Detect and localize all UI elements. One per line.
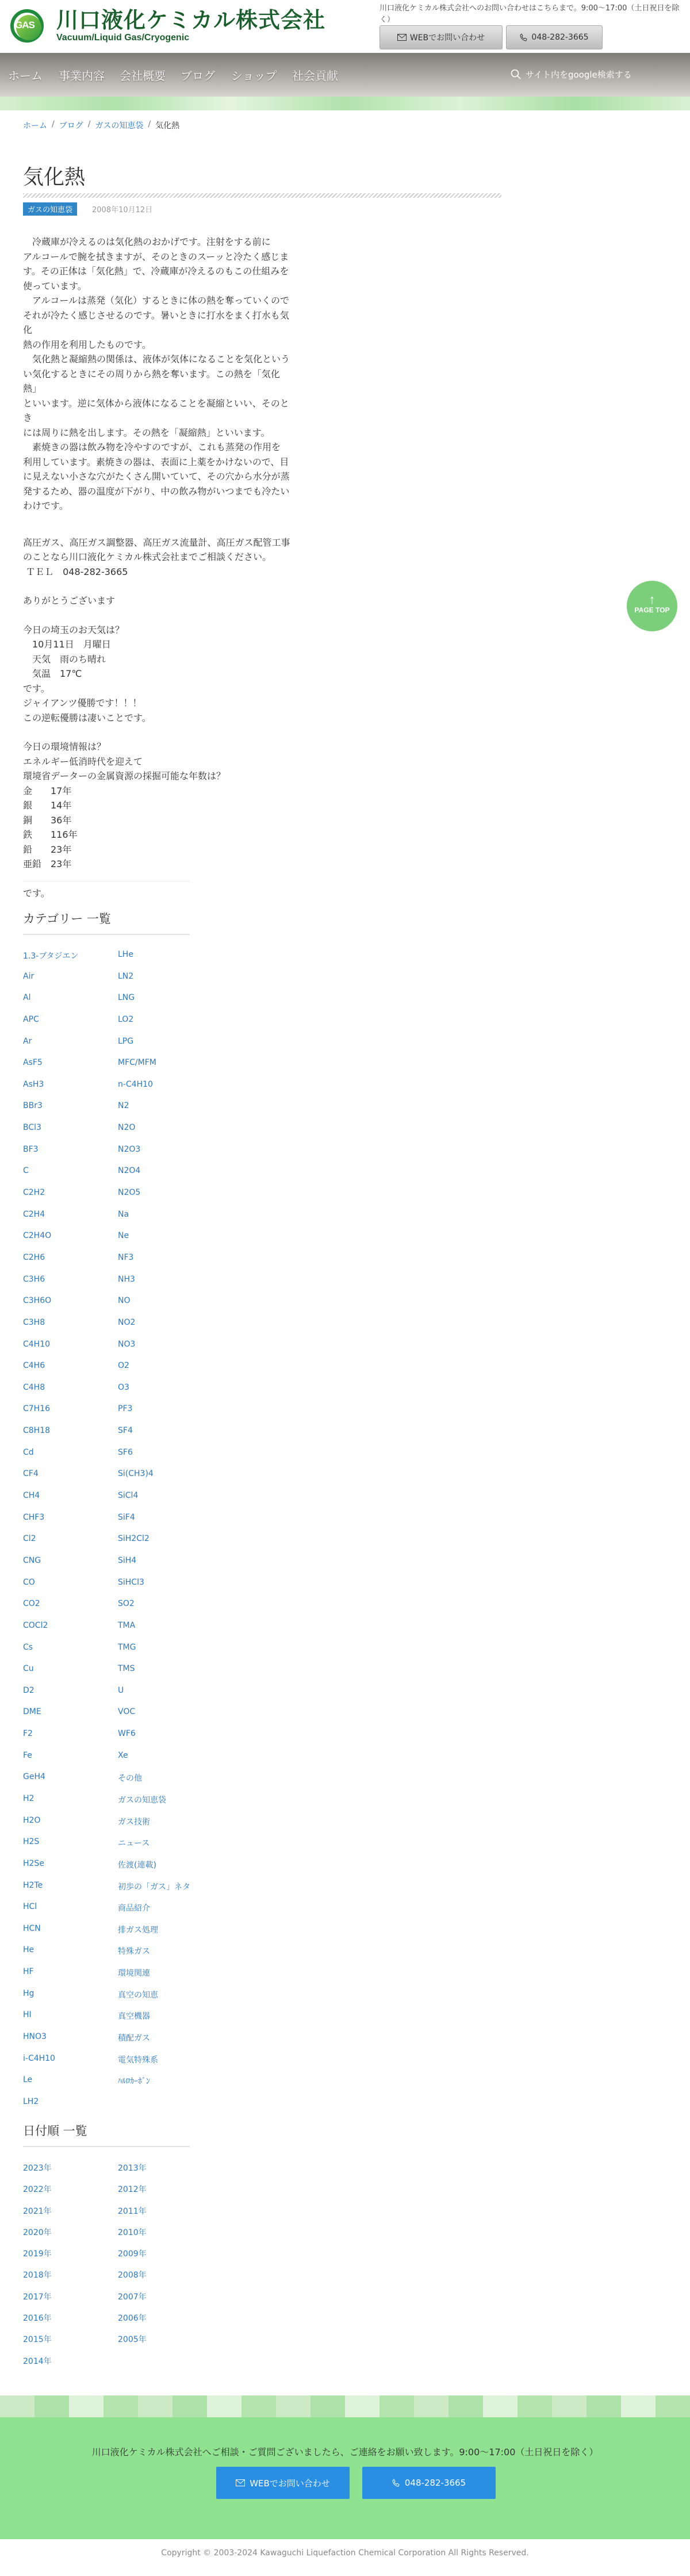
category-link[interactable]: ガスの知恵袋 (118, 1795, 166, 1805)
category-link[interactable]: APC (23, 1014, 39, 1024)
category-link[interactable]: CNG (23, 1555, 41, 1565)
nav-item-shop[interactable]: ショップ (231, 69, 277, 83)
category-link[interactable]: i-C4H10 (23, 2053, 55, 2063)
nav-item-home[interactable]: ホーム (8, 69, 43, 83)
mail-icon (236, 2479, 245, 2486)
category-link[interactable]: PF3 (118, 1404, 133, 1414)
category-link[interactable]: N2 (118, 1101, 129, 1111)
category-link[interactable]: D2 (23, 1685, 34, 1695)
category-link[interactable]: BCl3 (23, 1123, 41, 1133)
category-link[interactable]: AsF5 (23, 1058, 43, 1068)
category-link[interactable]: H2Se (23, 1858, 44, 1868)
category-link[interactable]: C2H6 (23, 1252, 45, 1262)
archive-year-link[interactable]: 2022年 (23, 2185, 52, 2195)
category-link[interactable]: Ne (118, 1231, 129, 1241)
category-link[interactable]: SiH2Cl2 (118, 1534, 150, 1544)
category-link[interactable]: TMS (118, 1664, 135, 1674)
category-link[interactable]: CH4 (23, 1491, 40, 1501)
breadcrumb-category[interactable]: ガスの知恵袋 (95, 121, 144, 131)
category-link[interactable]: BBr3 (23, 1101, 43, 1111)
category-link[interactable]: C2H2 (23, 1188, 45, 1198)
category-link[interactable]: N2O (118, 1123, 136, 1133)
search-icon (511, 69, 521, 79)
category-link[interactable]: N2O3 (118, 1144, 141, 1154)
category-link[interactable]: SiH4 (118, 1555, 137, 1565)
site-header (0, 0, 690, 53)
category-link[interactable]: 電気特殊系 (118, 2055, 158, 2065)
archive-year-link[interactable]: 2006年 (118, 2314, 147, 2324)
archive-year-link[interactable]: 2016年 (23, 2314, 52, 2324)
category-link[interactable]: SiCl4 (118, 1491, 139, 1501)
category-link[interactable]: Al (23, 993, 31, 1003)
title-divider (23, 193, 501, 198)
archive-list-title: 日付順 一覧 (23, 2124, 87, 2138)
breadcrumb (23, 120, 179, 131)
category-link[interactable]: 初歩の「ガス」ネタ (118, 1882, 190, 1892)
category-link[interactable]: 特殊ガス (118, 1947, 150, 1957)
category-link[interactable]: HNO3 (23, 2032, 47, 2042)
phone-icon (520, 33, 528, 41)
category-link[interactable]: LH2 (23, 2096, 39, 2106)
category-link[interactable]: 積配ガス (118, 2034, 150, 2044)
category-link[interactable]: LO2 (118, 1014, 134, 1024)
article-paragraph: 今日の埼玉のお天気は？ 10月11日 月曜日 天気 雨のち晴れ 気温 17℃ です。 ジャイアンツ優勝です！！！ この逆転優勝は凄いことです。 (23, 624, 151, 723)
nav-item-business[interactable]: 事業内容 (59, 69, 105, 83)
mail-icon (397, 34, 407, 41)
breadcrumb-current: 気化熱 (155, 121, 180, 131)
article-paragraph: 今日の環境情報は？ エネルギー低消時代を迎えて 環境省データーの金属資源の採掘可能な年数は？ 金 17年 銀 14年 銅 36年 鉄 116年 鉛 23年 亜鉛 23年 (23, 741, 226, 869)
category-link[interactable]: He (23, 1945, 34, 1955)
category-link[interactable]: C2H4 (23, 1209, 45, 1219)
category-link[interactable]: H2Te (23, 1880, 43, 1890)
phone-icon (392, 2479, 400, 2487)
category-link[interactable]: Air (23, 971, 34, 981)
footer-tel-button[interactable] (362, 2467, 496, 2499)
category-link[interactable]: Cs (23, 1642, 33, 1652)
archive-year-link[interactable]: 2007年 (118, 2292, 147, 2302)
arrow-up-icon: ↑ (649, 592, 656, 607)
article-paragraph: 冷蔵庫が冷えるのは気化熱のおかげです。注射をする前に アルコールで腕を拭きますが、そのときのスーッと冷たく感じま す。その正体は「気化熱」で、冷蔵庫が冷えるのもこの仕組みを 使っています。 アルコールは蒸発（気化）するときに体の熱を奪っていくので それが冷たく感じさせるのです。暑いときに打水をまく打水も気化 熱の作用を利用したものです。 気化熱と凝縮熱の関係は、液体が気体になることを気化という い気化するときにその周りから熱を奪います。この熱を「気化熱」 といいます。逆に気体から液体になることを凝縮といい、そのとき には周りに熱を出します。その熱を「凝縮熱」といいます。 素焼きの器は飲み物を冷やすのですが、これも蒸発の作用を 利用しています。素焼きの器は、表面に上薬をかけないので、目 に見えない小さな穴がたくさん開いていて、その穴から水分が蒸 発するため、器の温度が下がり、中の飲み物がいつまでも冷たい わけです。 (23, 236, 290, 511)
category-link[interactable]: LN2 (118, 971, 134, 981)
search-input[interactable]: サイト内をgoogle検索する (526, 69, 632, 80)
copyright: Copyright © 2003-2024 Kawaguchi Liquefaction Chemical Corporation All Rights Reserved. (161, 2548, 529, 2558)
archive-year-link[interactable]: 2023年 (23, 2164, 52, 2173)
category-link[interactable]: WF6 (118, 1729, 136, 1739)
category-link[interactable]: LNG (118, 993, 135, 1003)
category-link[interactable]: Xe (118, 1750, 128, 1760)
breadcrumb-home[interactable]: ホーム (23, 121, 47, 131)
category-link[interactable]: NO3 (118, 1339, 136, 1349)
nav-item-company[interactable]: 会社概要 (120, 69, 166, 83)
category-list-title: カテゴリー 一覧 (23, 912, 111, 926)
category-link[interactable]: Cl2 (23, 1534, 36, 1544)
nav-item-contribution[interactable]: 社会貢献 (292, 69, 338, 83)
category-link[interactable]: C3H6 (23, 1274, 45, 1284)
category-list-divider (23, 934, 190, 935)
category-link[interactable]: C8H18 (23, 1426, 51, 1436)
category-link[interactable]: HF (23, 1967, 34, 1977)
category-link[interactable]: SF6 (118, 1447, 133, 1457)
category-link[interactable]: GeH4 (23, 1772, 45, 1782)
category-link[interactable]: NO2 (118, 1317, 136, 1327)
page-title: 気化熱 (23, 166, 86, 189)
category-link[interactable]: その他 (118, 1774, 142, 1784)
archive-year-link[interactable]: 2019年 (23, 2249, 52, 2259)
category-tag[interactable]: ガスの知恵袋 (23, 202, 77, 216)
category-link[interactable]: 佐渡(連載) (118, 1860, 156, 1870)
category-link[interactable]: Cu (23, 1664, 34, 1674)
archive-year-link[interactable]: 2013年 (118, 2164, 147, 2173)
post-date: 2008年10月12日 (92, 206, 153, 214)
category-link[interactable]: N2O5 (118, 1188, 141, 1198)
archive-list (23, 2162, 218, 2376)
category-link[interactable]: H2S (23, 1837, 40, 1847)
decorative-band (0, 97, 690, 110)
category-link[interactable]: HI (23, 2010, 32, 2020)
category-link[interactable]: VOC (118, 1707, 136, 1717)
category-link[interactable]: N2O4 (118, 1166, 141, 1176)
category-link[interactable]: H2O (23, 1815, 41, 1825)
logo-mark-icon (8, 6, 54, 45)
site-footer (0, 2417, 690, 2539)
category-link[interactable]: O3 (118, 1382, 129, 1392)
category-link[interactable]: Fe (23, 1750, 32, 1760)
logo-company-name: 川口液化ケミカル株式会社 (56, 7, 326, 33)
category-link[interactable]: C3H8 (23, 1317, 45, 1327)
category-link[interactable]: C7H16 (23, 1404, 51, 1414)
category-link[interactable]: SF4 (118, 1426, 133, 1436)
category-link[interactable]: C2H4O (23, 1231, 52, 1241)
logo-tagline: Vacuum/Liquid Gas/Cryogenic (56, 33, 190, 43)
category-link[interactable]: NF3 (118, 1252, 134, 1262)
header-contact-note: 川口液化ケミカル株式会社へのお問い合わせはこちらまで。9:00〜17:00（土日祝日を除く） (379, 4, 680, 24)
category-link[interactable]: C4H10 (23, 1339, 51, 1349)
category-link[interactable]: COCl2 (23, 1620, 48, 1630)
archive-year-link[interactable]: 2005年 (118, 2335, 147, 2345)
logo-mark-text: GAS (15, 20, 34, 30)
archive-year-link[interactable]: 2008年 (118, 2271, 147, 2280)
category-link[interactable]: SiHCl3 (118, 1577, 144, 1587)
category-link[interactable]: SiF4 (118, 1512, 135, 1522)
archive-year-link[interactable]: 2010年 (118, 2228, 147, 2237)
breadcrumb-blog[interactable]: ブログ (59, 121, 83, 131)
category-link[interactable]: C (23, 1166, 29, 1176)
category-link[interactable]: HCN (23, 1923, 41, 1933)
archive-year-link[interactable]: 2011年 (118, 2206, 147, 2216)
category-link[interactable]: Si(CH3)4 (118, 1469, 154, 1479)
site-search[interactable] (511, 66, 660, 83)
category-link[interactable]: 環境関連 (118, 1969, 150, 1979)
category-link[interactable]: 排ガス処理 (118, 1925, 158, 1935)
breadcrumb-separator: / (52, 120, 55, 129)
breadcrumb-separator: / (148, 120, 151, 129)
category-link[interactable]: 1.3-ブタジエン (23, 952, 79, 961)
category-link[interactable]: Ar (23, 1036, 32, 1046)
category-link[interactable]: NO (118, 1296, 131, 1306)
category-link[interactable]: NH3 (118, 1274, 135, 1284)
category-link[interactable]: LHe (118, 950, 133, 959)
category-link[interactable]: 商品紹介 (118, 1904, 150, 1914)
breadcrumb-separator: / (87, 120, 91, 129)
header-tel-label: 048-282-3665 (531, 33, 589, 42)
category-link[interactable]: O2 (118, 1361, 129, 1371)
category-link[interactable]: BF3 (23, 1144, 39, 1154)
category-link[interactable]: LPG (118, 1036, 134, 1046)
category-link[interactable]: MFC/MFM (118, 1058, 156, 1068)
archive-year-link[interactable]: 2021年 (23, 2206, 52, 2216)
archive-year-link[interactable]: 2015年 (23, 2335, 52, 2345)
category-link[interactable]: Cd (23, 1447, 34, 1457)
article-paragraph: ありがとうございます (23, 595, 116, 606)
archive-year-link[interactable]: 2014年 (23, 2356, 52, 2366)
archive-year-link[interactable]: 2012年 (118, 2185, 147, 2195)
category-link[interactable]: 真空の知恵 (118, 1990, 158, 2000)
category-link[interactable]: Hg (23, 1988, 34, 1998)
category-link[interactable]: Na (118, 1209, 129, 1219)
header-web-contact-button[interactable] (379, 25, 503, 49)
category-link[interactable]: TMA (118, 1620, 136, 1630)
category-link[interactable]: U (118, 1685, 124, 1695)
category-link[interactable]: C4H6 (23, 1361, 45, 1371)
category-link[interactable]: DME (23, 1707, 41, 1717)
category-link[interactable]: CF4 (23, 1469, 39, 1479)
article-paragraph: 高圧ガス、高圧ガス調整器、高圧ガス流量計、高圧ガス配管工事 のことなら川口液化ケミカル株式会社までご相談ください。 ＴＥＬ 048-282-3665 (23, 536, 290, 577)
category-link[interactable]: ガス技術 (118, 1817, 150, 1827)
category-link[interactable]: ニュース (118, 1839, 150, 1849)
archive-year-link[interactable]: 2009年 (118, 2249, 147, 2259)
header-tel-button[interactable] (506, 25, 603, 49)
article-paragraph: です。 (23, 887, 50, 899)
header-web-contact-label: WEBでお問い合わせ (409, 33, 485, 43)
category-link[interactable]: CO2 (23, 1599, 40, 1609)
category-link[interactable]: C4H8 (23, 1382, 45, 1392)
archive-list-divider (23, 2146, 190, 2147)
site-logo[interactable] (8, 6, 325, 45)
category-link[interactable]: SO2 (118, 1599, 135, 1609)
archive-year-link[interactable]: 2020年 (23, 2228, 52, 2237)
nav-item-blog[interactable]: ブログ (181, 69, 215, 83)
category-list (23, 950, 218, 2119)
page-top-button[interactable] (627, 581, 677, 631)
footer-tel-label: 048-282-3665 (404, 2478, 466, 2488)
footer-contact-note: 川口液化ケミカル株式会社へご相談・ご質問ございましたら、ご連絡をお願い致します。9:00〜17:00（土日祝日を除く） (91, 2447, 599, 2458)
footer-decorative-band (0, 2395, 690, 2417)
category-link[interactable]: 真空機器 (118, 2012, 150, 2022)
category-link[interactable]: n-C4H10 (118, 1079, 153, 1089)
category-link[interactable]: AsH3 (23, 1079, 44, 1089)
article-body (23, 235, 293, 900)
category-link[interactable]: HCl (23, 1902, 37, 1912)
category-link[interactable]: F2 (23, 1729, 33, 1739)
main-nav (0, 53, 690, 97)
footer-web-contact-label: WEBでお問い合わせ (250, 2478, 330, 2489)
category-link[interactable]: CO (23, 1577, 35, 1587)
footer-web-contact-button[interactable] (216, 2467, 350, 2499)
category-link[interactable]: TMG (118, 1642, 136, 1652)
archive-year-link[interactable]: 2017年 (23, 2292, 52, 2302)
archive-year-link[interactable]: 2018年 (23, 2271, 52, 2280)
category-link[interactable]: CHF3 (23, 1512, 45, 1522)
category-link[interactable]: C3H6O (23, 1296, 52, 1306)
category-link[interactable]: Le (23, 2075, 33, 2085)
page-top-label: PAGE TOP (634, 606, 670, 614)
category-link[interactable]: ﾊﾙﾛｶｰﾎﾞﾝ (118, 2077, 150, 2087)
category-link[interactable]: H2 (23, 1793, 34, 1803)
